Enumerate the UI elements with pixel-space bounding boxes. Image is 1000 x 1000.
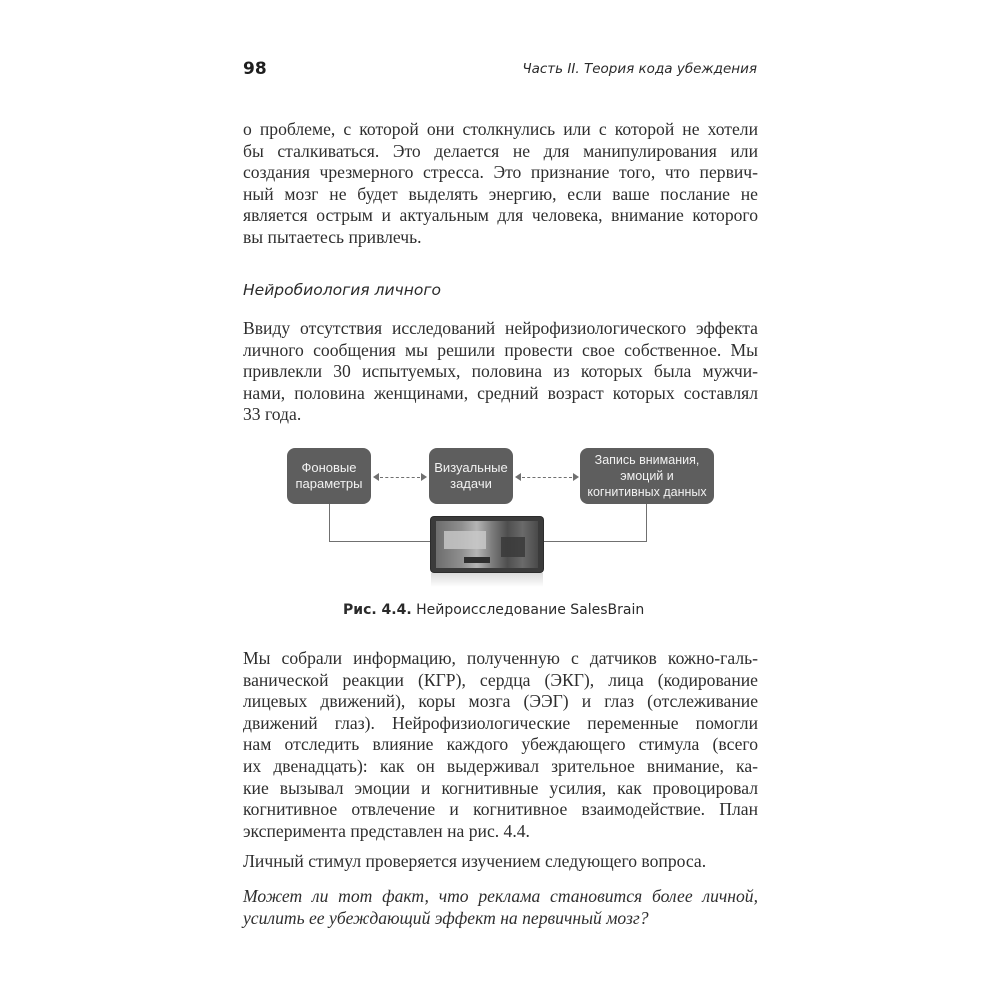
connector-line — [646, 504, 647, 542]
figure-caption — [343, 602, 644, 618]
keyboard-shape — [464, 557, 490, 563]
text-line: лицевых движений), коры мозга (ЭЭГ) и глаз (отслеживание — [243, 691, 758, 712]
text-line: ный мозг не будет выделять энергию, если ваше послание не — [243, 183, 758, 204]
text-line: личного сообщения мы решили провести свое собственное. Мы — [243, 339, 758, 360]
text-line: нам отследить влияние каждого убеждающего стимула (всего — [243, 734, 758, 755]
text-line: ванической реакции (КГР), сердца (ЭКГ), лица (кодирование — [243, 669, 758, 690]
monitor-screen — [436, 521, 538, 568]
connector-line — [329, 504, 330, 542]
paragraph-study — [243, 318, 758, 426]
text-line: 33 года. — [243, 404, 302, 425]
arrow-left-icon — [373, 473, 379, 481]
running-head: Часть II. Теория кода убеждения — [522, 61, 757, 77]
box-text: Фоновые — [301, 460, 357, 475]
text-line: их двенадцать): как он выдерживал зрительное внимание, ка- — [243, 755, 758, 776]
text-line: Личный стимул проверяется изучением следующего вопроса. — [243, 851, 707, 871]
text-line: движений глаз). Нейрофизиологические переменные помогли — [243, 712, 758, 733]
text-line: когнитивное отвлечение и когнитивное взаимодействие. План — [243, 799, 758, 820]
box-text: Визуальные — [434, 460, 508, 475]
text-line: нами, половина женщинами, средний возраст которых составлял — [243, 382, 758, 403]
person-silhouette — [501, 537, 525, 557]
text-line: Ввиду отсутствия исследований нейрофизиологического эффекта — [243, 318, 758, 338]
diagram-box-recording — [580, 448, 714, 504]
box-text: эмоций и — [620, 469, 674, 483]
text-line: Может ли тот факт, что реклама становится более личной, — [243, 886, 758, 906]
connector-line — [329, 541, 431, 542]
box-text: когнитивных данных — [587, 485, 707, 499]
page-number: 98 — [243, 59, 267, 79]
text-line: вы пытаетесь привлечь. — [243, 226, 422, 247]
text-line: Мы собрали информацию, полученную с датчиков кожно-галь- — [243, 648, 758, 668]
dashed-connector — [522, 477, 572, 478]
research-question — [243, 886, 758, 929]
diagram-box-background-params — [287, 448, 371, 504]
dashed-connector — [380, 477, 420, 478]
paragraph-stimulus — [243, 851, 758, 873]
arrow-left-icon — [515, 473, 521, 481]
text-line: кие вызывал эмоции и когнитивные усилия, как провоцировал — [243, 777, 758, 798]
text-line: привлекли 30 испытуемых, половина из которых была мужчи- — [243, 361, 758, 382]
box-text: параметры — [295, 476, 363, 491]
paragraph-methods — [243, 648, 758, 842]
arrow-right-icon — [573, 473, 579, 481]
text-line: является острым и актуальным для человека, внимание которого — [243, 205, 758, 226]
diagram-box-visual-tasks — [429, 448, 513, 504]
section-subheading: Нейробиология личного — [243, 281, 441, 299]
connector-line — [543, 541, 647, 542]
paragraph-intro — [243, 119, 758, 249]
text-line: о проблеме, с которой они столкнулись или с которой не хотели — [243, 119, 758, 139]
monitor-image — [431, 517, 543, 572]
text-line: бы сталкиваться. Это делается не для манипулирования или — [243, 140, 758, 161]
monitor-reflection — [431, 573, 543, 587]
text-line: создания чрезмерного стресса. Это признание того, что первич- — [243, 162, 758, 183]
text-line: усилить ее убеждающий эффект на первичный мозг? — [243, 907, 649, 928]
box-text: Запись внимания, — [594, 453, 700, 467]
caption-label: Рис. 4.4. — [343, 602, 412, 618]
box-text: задачи — [450, 476, 492, 491]
arrow-right-icon — [421, 473, 427, 481]
caption-text: Нейроисследование SalesBrain — [411, 602, 645, 618]
screen-panel — [444, 531, 486, 549]
text-line: эксперимента представлен на рис. 4.4. — [243, 820, 530, 841]
